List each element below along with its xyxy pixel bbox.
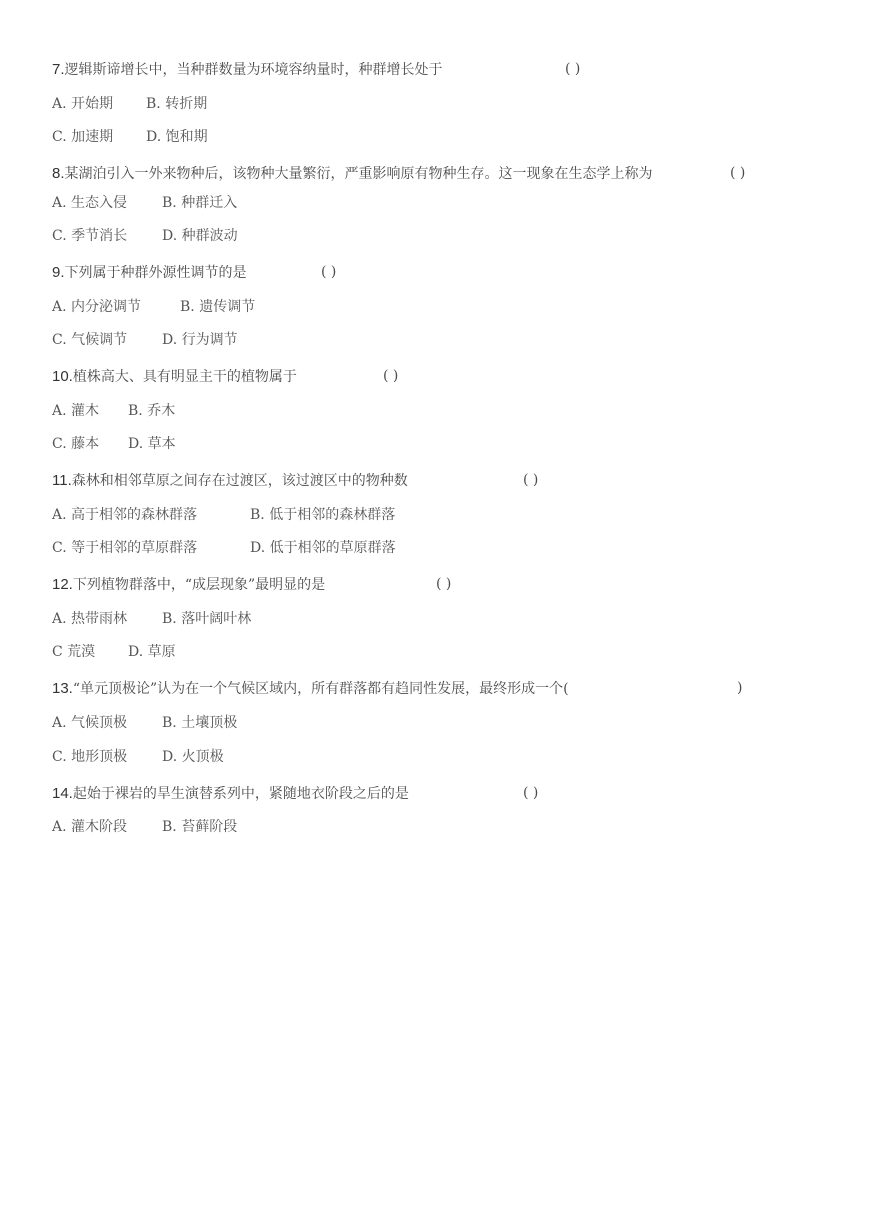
question-text: “单元顶极论”认为在一个气候区域内，所有群落都有趋同性发展，最终形成一个( [72, 681, 569, 697]
question-number: 10. [52, 368, 73, 385]
option-a: A. 内分泌调节 [52, 299, 142, 315]
option-b: B. 乔木 [128, 403, 176, 419]
option-b: B. 土壤顶极 [162, 715, 238, 731]
option-a: A. 热带雨林 [52, 611, 128, 627]
option-d: D. 饱和期 [146, 129, 208, 145]
option-d: D. 草本 [128, 436, 176, 452]
option-c: C. 藤本 [52, 436, 100, 452]
question-number: 11. [52, 472, 72, 489]
option-c: C. 地形顶极 [52, 749, 128, 765]
answer-bracket: ( ) [383, 368, 399, 384]
question-number: 7. [52, 61, 65, 78]
answer-bracket: ( ) [523, 785, 539, 801]
option-d: D. 种群波动 [162, 228, 238, 244]
question-7-stem [52, 60, 443, 80]
option-b: B. 转折期 [146, 96, 208, 112]
option-d: D. 行为调节 [162, 332, 238, 348]
question-text: 下列植物群落中，“成层现象”最明显的是 [72, 577, 326, 593]
question-number: 12. [52, 576, 73, 593]
question-9-stem [52, 263, 247, 283]
question-text: 起始于裸岩的旱生演替系列中，紧随地衣阶段之后的是 [72, 786, 409, 802]
option-b: B. 落叶阔叶林 [162, 611, 252, 627]
option-d: D. 草原 [128, 644, 176, 660]
option-a: A. 高于相邻的森林群落 [52, 507, 198, 523]
option-a: A. 灌木阶段 [52, 819, 128, 835]
question-text: 森林和相邻草原之间存在过渡区，该过渡区中的物种数 [71, 473, 408, 489]
option-c: C. 气候调节 [52, 332, 128, 348]
question-8-stem [52, 164, 653, 184]
question-text: 逻辑斯谛增长中，当种群数量为环境容纳量时，种群增长处于 [64, 62, 443, 78]
question-number: 13. [52, 680, 73, 697]
option-d: D. 火顶极 [162, 749, 224, 765]
option-a: A. 气候顶极 [52, 715, 128, 731]
answer-bracket: ( ) [565, 61, 581, 77]
question-text: 植株高大、具有明显主干的植物属于 [72, 369, 297, 385]
option-c: C 荒漠 [52, 644, 96, 660]
option-c: C. 季节消长 [52, 228, 128, 244]
question-14-stem [52, 784, 409, 804]
option-a: A. 灌木 [52, 403, 100, 419]
option-b: B. 种群迁入 [162, 195, 238, 211]
option-b: B. 苔藓阶段 [162, 819, 238, 835]
question-12-stem [52, 575, 325, 595]
answer-bracket: ( ) [321, 264, 337, 280]
option-c: C. 加速期 [52, 129, 114, 145]
option-a: A. 开始期 [52, 96, 114, 112]
question-11-stem [52, 471, 408, 491]
option-b: B. 低于相邻的森林群落 [250, 507, 396, 523]
question-number: 8. [52, 165, 65, 182]
option-a: A. 生态入侵 [52, 195, 128, 211]
question-13-stem [52, 679, 569, 699]
answer-bracket: ) [737, 680, 743, 696]
answer-bracket: ( ) [523, 472, 539, 488]
answer-bracket: ( ) [730, 165, 746, 181]
question-text: 某湖泊引入一外来物种后，该物种大量繁衍，严重影响原有物种生存。这一现象在生态学上称为 [64, 166, 653, 182]
answer-bracket: ( ) [436, 576, 452, 592]
option-b: B. 遗传调节 [180, 299, 256, 315]
question-number: 9. [52, 264, 65, 281]
question-10-stem [52, 367, 297, 387]
question-text: 下列属于种群外源性调节的是 [64, 265, 247, 281]
question-number: 14. [52, 785, 73, 802]
option-c: C. 等于相邻的草原群落 [52, 540, 198, 556]
option-d: D. 低于相邻的草原群落 [250, 540, 396, 556]
